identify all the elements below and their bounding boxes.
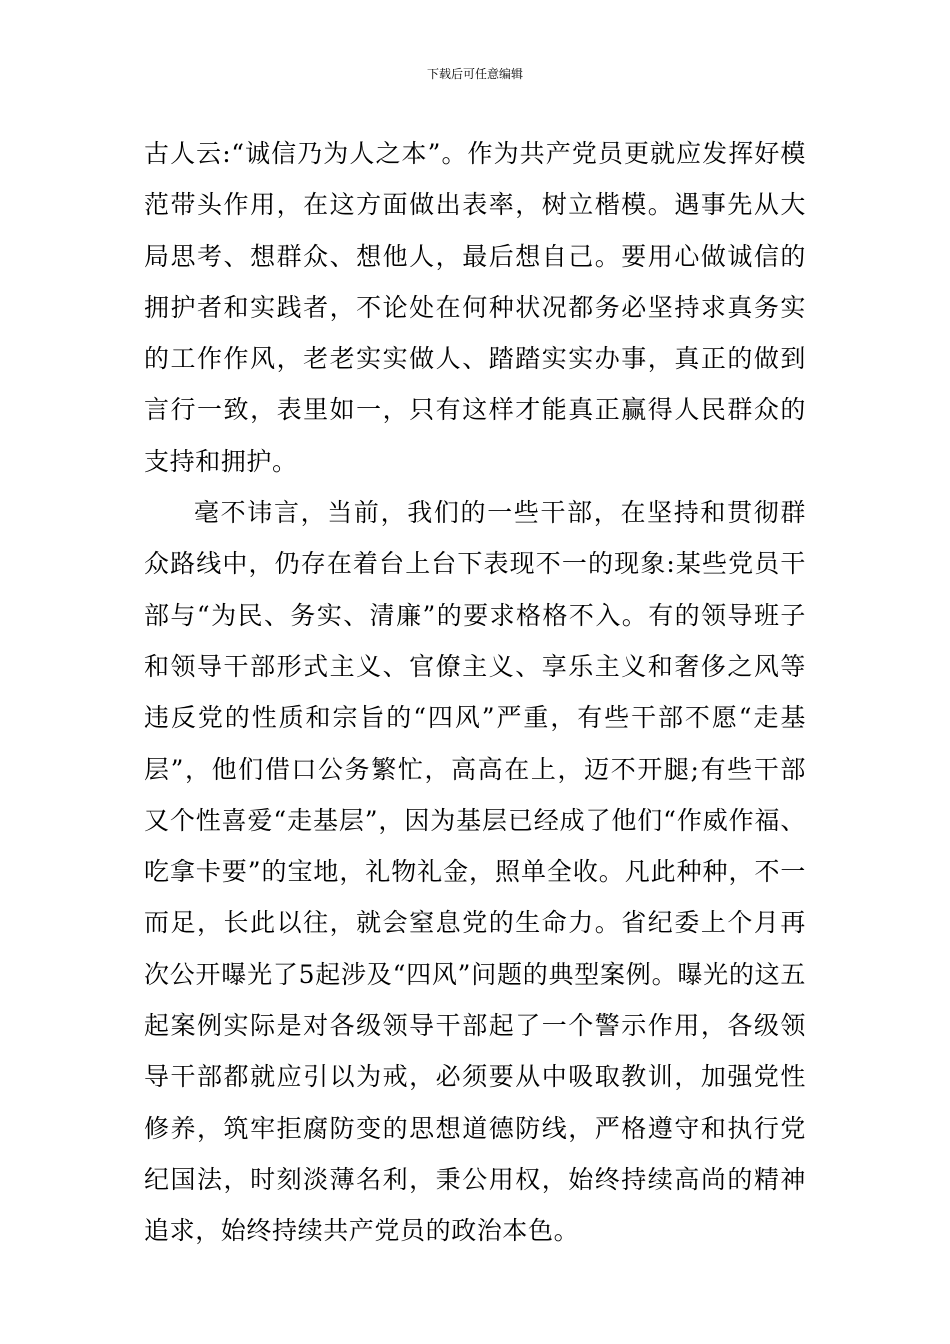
paragraph-four-winds: 毫不讳言，当前，我们的一些干部，在坚持和贯彻群众路线中，仍存在着台上台下表现不一的现象:某些党员干部与“为民、务实、清廉”的要求格格不入。有的领导班子和领导干部形式主义、官僚主义、享乐主义和奢侈之风等违反党的性质和宗旨的“四风”严重，有些干部不愿“走基层”，他们借口公务繁忙，高高在上，迈不开腿;有些干部又个性喜爱“走基层”，因为基层已经成了他们“作威作福、吃拿卡要”的宝地，礼物礼金，照单全收。凡此种种，不一而足，长此以往，就会窒息党的生命力。省纪委上个月再次公开曝光了5起涉及“四风”问题的典型案例。曝光的这五起案例实际是对各级领导干部起了一个警示作用，各级领导干部都就应引以为戒，必须要从中吸取教训，加强党性修养，筑牢拒腐防变的思想道德防线，严格遵守和执行党纪国法，时刻淡薄名利，秉公用权，始终持续高尚的精神追求，始终持续共产党员的政治本色。 bbox=[144, 498, 806, 1246]
paragraph-integrity: 古人云:“诚信乃为人之本”。作为共产党员更就应发挥好模范带头作用，在这方面做出表率，树立楷模。遇事先从大局思考、想群众、想他人，最后想自己。要用心做诚信的拥护者和实践者，不论处在何种状况都务必坚持求真务实的工作作风，老老实实做人、踏踏实实办事，真正的做到言行一致，表里如一，只有这样才能真正赢得人民群众的支持和拥护。 bbox=[144, 139, 806, 476]
document-body bbox=[144, 128, 806, 1257]
page-header: 下载后可任意编辑 bbox=[426, 67, 523, 81]
